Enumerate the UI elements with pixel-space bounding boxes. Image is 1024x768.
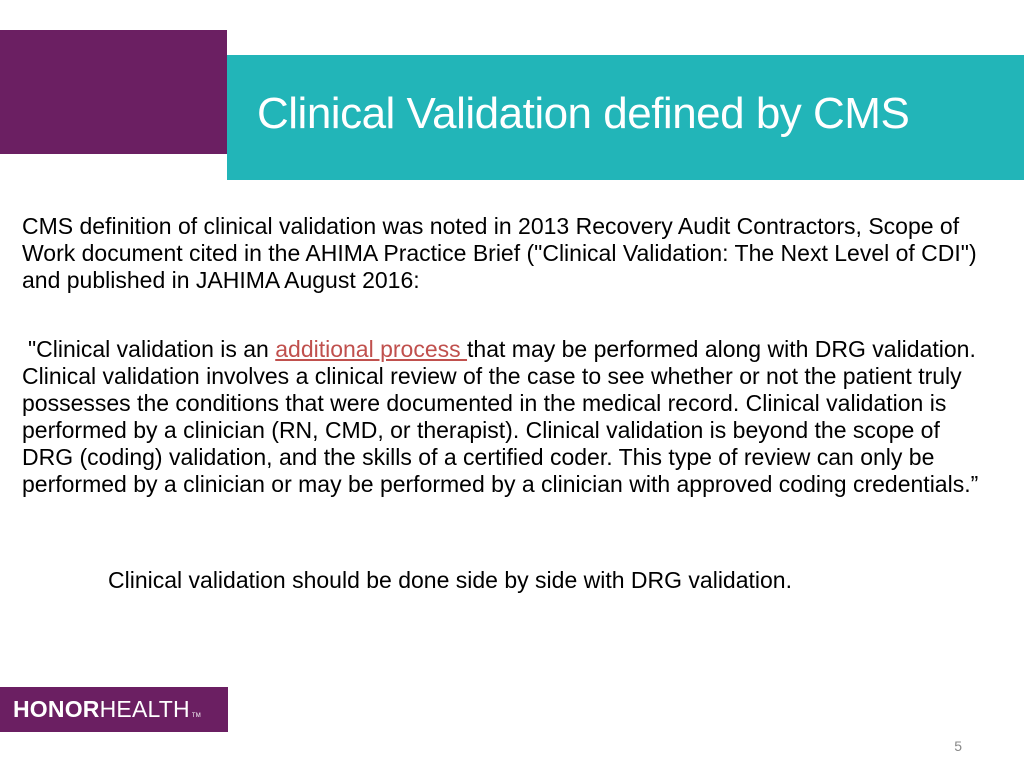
quote-after-text: that may be performed along with DRG validation. Clinical validation involves a clinical review of the case to see whether or not the patient truly possesses the conditions that were documented in the medical record. Clinical validation is performed by a clinician (RN, CMD, or therapist). Clinical validation is beyond the scope of DRG (coding) validation, and the skills of a certified coder. This type of review can only be performed by a clinician or may be performed by a clinician with approved coding credentials.” [22, 336, 979, 497]
slide-title: Clinical Validation defined by CMS [257, 89, 910, 138]
honorhealth-logo [0, 687, 228, 732]
quote-paragraph [22, 336, 982, 498]
intro-paragraph: CMS definition of clinical validation was noted in 2013 Recovery Audit Contractors, Scope of Work document cited in the AHIMA Practice Brief ("Clinical Validation: The Next Level of CDI") and published in JAHIMA August 2016: [22, 213, 977, 293]
purple-accent-block [0, 30, 227, 154]
conclusion-paragraph: Clinical validation should be done side by side with DRG validation. [108, 567, 792, 593]
additional-process-link[interactable]: additional process [275, 336, 468, 362]
title-bar [227, 55, 1024, 180]
logo-honor-text: HONOR [13, 696, 100, 722]
logo-trademark: TM [191, 713, 201, 719]
quote-before-text: "Clinical validation is an [28, 336, 276, 362]
page-number: 5 [954, 738, 962, 754]
logo-health-text: HEALTH [99, 696, 190, 722]
